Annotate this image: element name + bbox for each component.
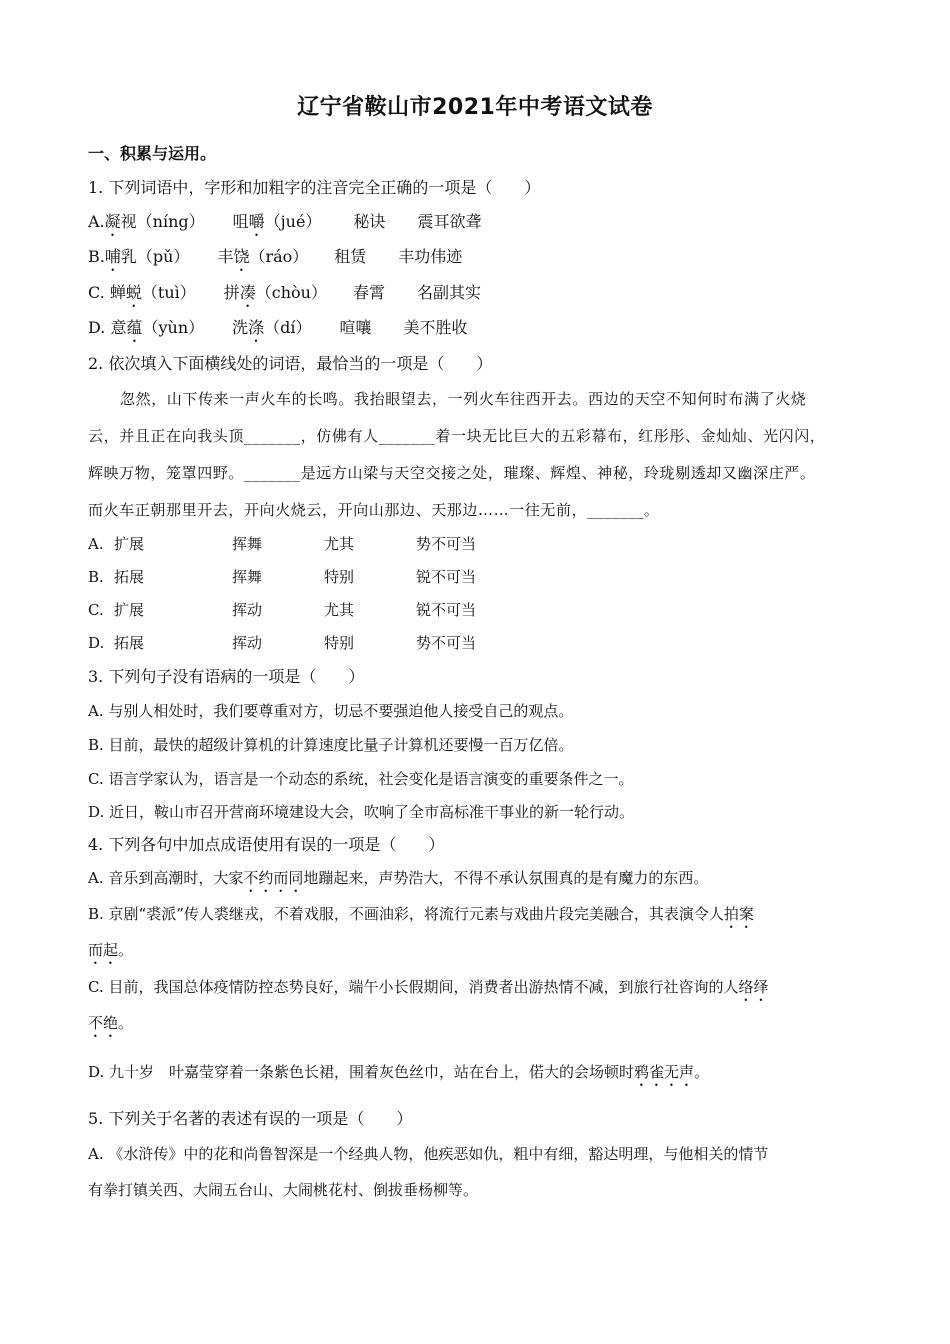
- question-3-option-c[interactable]: C. 语言学家认为，语言是一个动态的系统，社会变化是语言演变的重要条件之一。: [88, 770, 634, 788]
- word: 美不胜收: [403, 318, 468, 337]
- text: 地蹦起来，声势浩大，不得不承认氛围真的是有魔力的东西。: [303, 869, 709, 887]
- question-4-stem: 4. 下列各句中加点成语使用有误的一项是（ ）: [88, 835, 445, 854]
- dotted-char: 饶: [233, 247, 250, 266]
- passage-line: 而火车正朝那里开去，开向火烧云，开向山那边、天那边……一往无前，_______。: [88, 501, 660, 519]
- word: 喧嚷: [339, 318, 372, 337]
- question-2-option-a[interactable]: [88, 533, 516, 555]
- question-1-option-c[interactable]: [88, 282, 481, 311]
- option-label: A.: [88, 535, 104, 553]
- word: 洗: [232, 318, 249, 337]
- passage-line: 云，并且正在向我头顶_______，仿佛有人_______着一块无比巨大的五彩幕布，红彤彤、金灿灿、光闪闪，: [88, 427, 826, 445]
- word: 挥舞: [232, 568, 263, 586]
- dotted-char: 蜕: [125, 283, 142, 302]
- text: C. 目前，我国总体疫情防控态势良好，端午小长假期间，消费者出游热情不减，到旅行社咨询的人: [88, 978, 739, 996]
- option-label: D.: [88, 318, 106, 337]
- dotted-idiom: 而起: [88, 941, 119, 959]
- word: （chòu）: [255, 283, 327, 302]
- word: 意: [110, 318, 127, 337]
- option-label: D.: [88, 634, 105, 652]
- word: 春霄: [353, 283, 386, 302]
- word: 扩展: [114, 601, 145, 619]
- dotted-idiom: 不约而同: [243, 869, 304, 887]
- dotted-idiom: 鸦雀无声: [634, 1063, 695, 1081]
- question-1-option-b[interactable]: [88, 246, 462, 275]
- dotted-idiom: 不绝: [88, 1014, 119, 1032]
- question-2-stem: 2. 依次填入下面横线处的词语，最恰当的一项是（ ）: [88, 354, 493, 373]
- word: （yùn）: [142, 318, 205, 337]
- question-3-option-d[interactable]: D. 近日，鞍山市召开营商环境建设大会，吹响了全市高标准干事业的新一轮行动。: [88, 803, 635, 821]
- text: 。: [118, 941, 134, 959]
- dotted-char: 涤: [248, 318, 265, 337]
- option-label: B.: [88, 568, 104, 586]
- question-4-option-d[interactable]: [88, 1061, 709, 1090]
- word: 锐不可当: [416, 568, 477, 586]
- word: 名副其实: [417, 283, 482, 302]
- option-label: B.: [88, 247, 105, 266]
- question-5-option-a-cont: 有拳打镇关西、大闹五台山、大闹桃花村、倒拔垂杨柳等。: [88, 1181, 479, 1199]
- word: 租赁: [334, 247, 367, 266]
- word: 咀: [232, 212, 249, 231]
- word: 挥动: [232, 601, 263, 619]
- word: 尤其: [324, 535, 355, 553]
- word: 拓展: [114, 634, 145, 652]
- word: 视（níng）: [120, 212, 205, 231]
- question-3-stem: 3. 下列句子没有语病的一项是（ ）: [88, 667, 365, 686]
- dotted-char: 嚼: [248, 212, 265, 231]
- word: 尤其: [324, 601, 355, 619]
- option-label: C.: [88, 283, 105, 302]
- dotted-char: 凝: [104, 212, 121, 231]
- word: 拓展: [114, 568, 145, 586]
- word: 丰功伟迹: [398, 247, 463, 266]
- question-1-stem: 1. 下列词语中，字形和加粗字的注音完全正确的一项是（ ）: [88, 178, 541, 197]
- passage-line: 辉映万物，笼罩四野。_______是远方山梁与天空交接之处，璀璨、辉煌、神秘，玲珑剔透却又幽深庄严。: [88, 464, 816, 482]
- option-label: A.: [88, 212, 105, 231]
- word: 蝉: [109, 283, 126, 302]
- dotted-idiom: 络绎: [738, 978, 769, 996]
- word: （dí）: [264, 318, 312, 337]
- question-3-option-a[interactable]: A. 与别人相处时，我们要尊重对方，切忌不要强迫他人接受自己的观点。: [88, 702, 574, 720]
- question-1-option-a[interactable]: [88, 211, 481, 240]
- question-5-option-a[interactable]: A. 《水浒传》中的花和尚鲁智深是一个经典人物，他疾恶如仇，粗中有细，豁达明理，与他相关的情节: [88, 1145, 769, 1163]
- question-2-option-b[interactable]: [88, 566, 516, 588]
- word: 乳（pǔ）: [120, 247, 190, 266]
- question-4-option-a[interactable]: [88, 867, 708, 896]
- text: B. 京剧“裘派”传人裘继戎，不着戏服，不画油彩，将流行元素与戏曲片段完美融合，其表演令人: [88, 905, 724, 923]
- word: （ráo）: [249, 247, 309, 266]
- word: （tuì）: [141, 283, 196, 302]
- text: 。: [118, 1014, 134, 1032]
- page-title: 辽宁省鞍山市2021年中考语文试卷: [297, 95, 653, 120]
- question-2-option-d[interactable]: [88, 632, 516, 654]
- section-heading: 一、积累与运用。: [88, 144, 217, 163]
- word: 震耳欲聋: [417, 212, 482, 231]
- word: 挥舞: [232, 535, 263, 553]
- dotted-char: 凑: [239, 283, 256, 302]
- word: 秘诀: [353, 212, 386, 231]
- question-2-option-c[interactable]: [88, 599, 516, 621]
- word: 特别: [324, 568, 355, 586]
- word: 锐不可当: [416, 601, 477, 619]
- question-4-option-c-cont: [88, 1012, 133, 1041]
- word: 挥动: [232, 634, 263, 652]
- word: （jué）: [264, 212, 322, 231]
- question-4-option-b[interactable]: [88, 903, 754, 932]
- option-label: C.: [88, 601, 104, 619]
- word: 拼: [223, 283, 240, 302]
- question-5-stem: 5. 下列关于名著的表述有误的一项是（ ）: [88, 1109, 413, 1128]
- dotted-char: 蕴: [126, 318, 143, 337]
- text: 。: [694, 1063, 710, 1081]
- passage-line: 忽然，山下传来一声火车的长鸣。我抬眼望去，一列火车往西开去。西边的天空不知何时布满了火烧: [120, 390, 807, 408]
- word: 势不可当: [416, 634, 477, 652]
- dotted-idiom: 拍案: [723, 905, 754, 923]
- question-1-option-d[interactable]: [88, 317, 468, 346]
- word: 扩展: [114, 535, 145, 553]
- word: 特别: [324, 634, 355, 652]
- dotted-char: 哺: [104, 247, 121, 266]
- question-4-option-b-cont: [88, 939, 133, 968]
- question-3-option-b[interactable]: B. 目前，最快的超级计算机的计算速度比量子计算机还要慢一百万亿倍。: [88, 736, 574, 754]
- text: A. 音乐到高潮时，大家: [88, 869, 244, 887]
- word: 势不可当: [416, 535, 477, 553]
- question-4-option-c[interactable]: [88, 976, 769, 1005]
- text: D. 九十岁 叶嘉莹穿着一条紫色长裙，围着灰色丝巾，站在台上，偌大的会场顿时: [88, 1063, 635, 1081]
- word: 丰: [217, 247, 234, 266]
